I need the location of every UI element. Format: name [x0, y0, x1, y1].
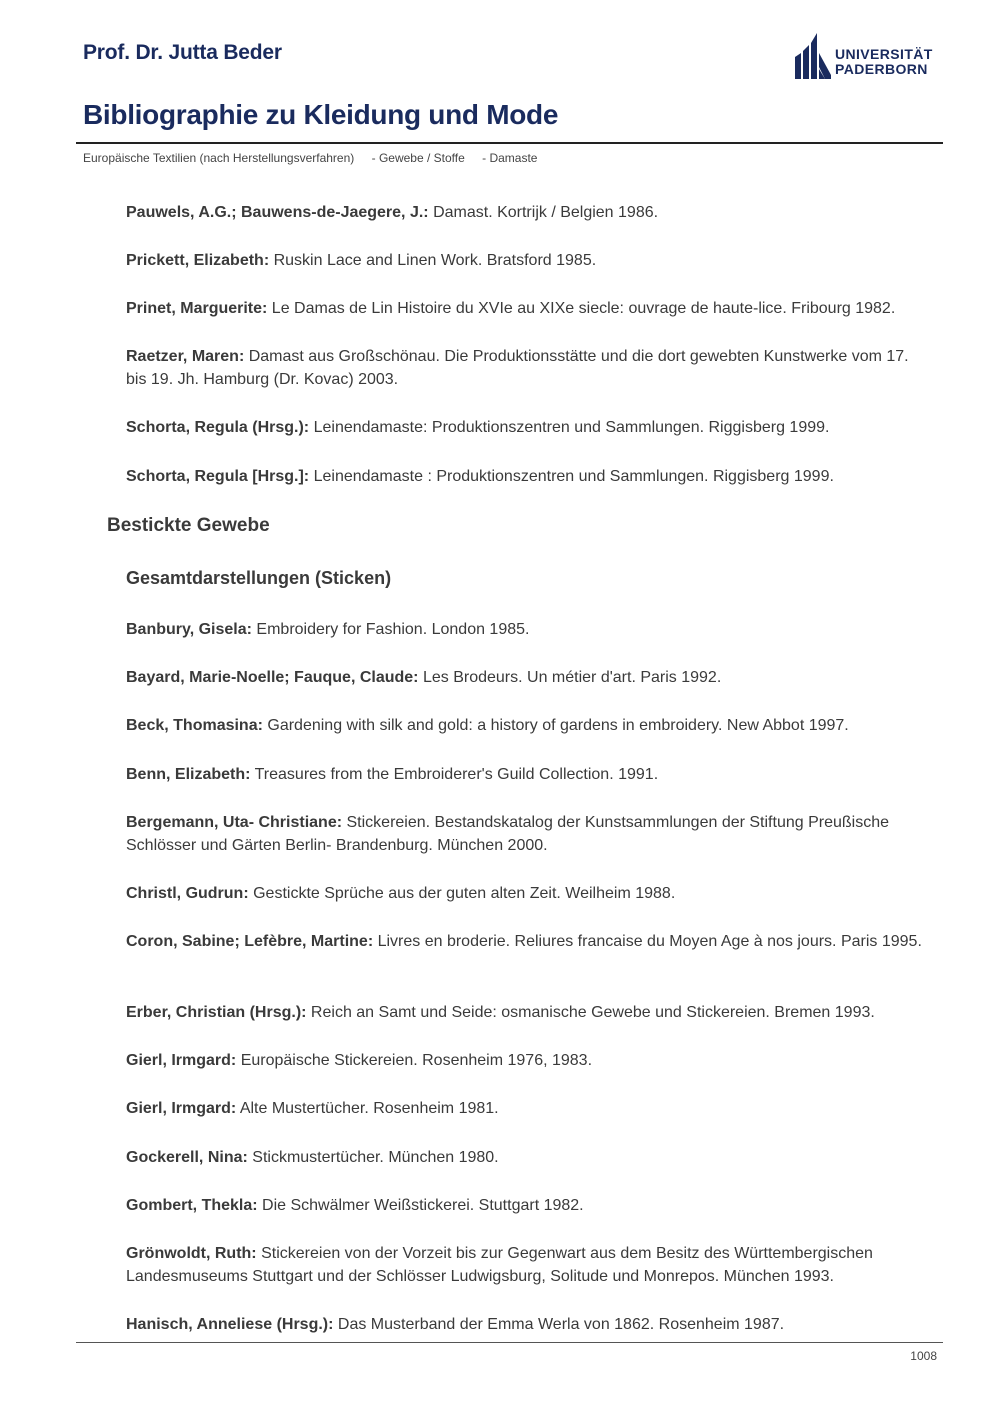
entry-text: Treasures from the Embroiderer's Guild Collection. 1991. — [250, 766, 659, 783]
entry-text: Europäische Stickereien. Rosenheim 1976, 1983. — [236, 1052, 593, 1069]
entry-text: Leinendamaste : Produktionszentren und Sammlungen. Riggisberg 1999. — [309, 468, 834, 485]
bibliography-entry — [126, 465, 926, 488]
bibliography-entry — [126, 1313, 926, 1336]
bibliography-entry — [126, 882, 926, 905]
logo-line-2: PADERBORN — [835, 61, 928, 77]
bibliography-entry — [126, 201, 926, 224]
entry-author: Schorta, Regula [Hrsg.]: — [126, 468, 310, 485]
entry-author: Bayard, Marie-Noelle; Fauque, Claude: — [126, 669, 419, 686]
logo-line-1: UNIVERSITÄT — [835, 46, 933, 62]
university-logo-icon — [793, 31, 833, 81]
entry-author: Banbury, Gisela: — [126, 621, 252, 638]
entry-author: Christl, Gudrun: — [126, 885, 249, 902]
document-title: Bibliographie zu Kleidung und Mode — [83, 99, 559, 130]
entry-text: Les Brodeurs. Un métier d'art. Paris 1992. — [418, 669, 722, 686]
bibliography-entry — [126, 297, 926, 320]
entry-author: Bergemann, Uta- Christiane: — [126, 814, 343, 831]
bibliography-entry — [126, 345, 926, 391]
bibliography-entry — [126, 763, 926, 786]
entry-author: Gockerell, Nina: — [126, 1149, 248, 1166]
entry-author: Prinet, Marguerite: — [126, 300, 268, 317]
entry-text: Die Schwälmer Weißstickerei. Stuttgart 1982. — [257, 1197, 584, 1214]
entry-author: Erber, Christian (Hrsg.): — [126, 1004, 307, 1021]
entry-author: Beck, Thomasina: — [126, 717, 263, 734]
entry-author: Pauwels, A.G.; Bauwens-de-Jaegere, J.: — [126, 204, 429, 221]
entry-text: Leinendamaste: Produktionszentren und Sammlungen. Riggisberg 1999. — [309, 419, 830, 436]
bibliography-entry — [126, 249, 926, 272]
entry-text: Das Musterband der Emma Werla von 1862. Rosenheim 1987. — [333, 1316, 785, 1333]
entry-text: Damast. Kortrijk / Belgien 1986. — [428, 204, 659, 221]
header-rule — [76, 142, 943, 144]
bibliography-entry — [126, 1049, 926, 1072]
entry-text: Alte Mustertücher. Rosenheim 1981. — [236, 1100, 499, 1117]
entry-author: Raetzer, Maren: — [126, 348, 245, 365]
entry-author: Hanisch, Anneliese (Hrsg.): — [126, 1316, 334, 1333]
entry-text: Stickereien von der Vorzeit bis zur Gegenwart aus dem Besitz des Württembergischen Landesmuseums Stuttgart und der Schlösser Ludwigsburg, Solitude und Monrepos. München 1993. — [126, 1245, 873, 1285]
bibliography-entry — [126, 1097, 926, 1120]
entry-text: Gestickte Sprüche aus der guten alten Zeit. Weilheim 1988. — [248, 885, 676, 902]
entry-text: Le Damas de Lin Histoire du XVIe au XIXe siecle: ouvrage de haute-lice. Fribourg 1982. — [267, 300, 896, 317]
entry-text: Stickereien. Bestandskatalog der Kunstsammlungen der Stiftung Preußische Schlösser und Gärten Berlin- Brandenburg. München 2000. — [126, 814, 890, 854]
author-name: Prof. Dr. Jutta Beder — [83, 41, 282, 64]
logo-text — [835, 47, 933, 77]
university-logo[interactable] — [793, 31, 943, 83]
bibliography-entry — [126, 416, 926, 439]
breadcrumb-item: Europäische Textilien (nach Herstellungsverfahren) — [83, 151, 355, 165]
section-heading: Bestickte Gewebe — [107, 515, 270, 536]
entry-text: Livres en broderie. Reliures francaise du Moyen Age à nos jours. Paris 1995. — [373, 933, 922, 950]
entry-text: Reich an Samt und Seide: osmanische Gewebe und Stickereien. Bremen 1993. — [306, 1004, 875, 1021]
breadcrumb — [83, 151, 551, 165]
entry-author: Schorta, Regula (Hrsg.): — [126, 419, 310, 436]
breadcrumb-item: - Damaste — [482, 151, 538, 165]
bibliography-entry — [126, 714, 926, 737]
bibliography-entry — [126, 1146, 926, 1169]
entry-text: Ruskin Lace and Linen Work. Bratsford 1985. — [269, 252, 597, 269]
entry-author: Prickett, Elizabeth: — [126, 252, 270, 269]
footer-rule — [76, 1342, 943, 1343]
entry-author: Coron, Sabine; Lefèbre, Martine: — [126, 933, 374, 950]
bibliography-entry — [126, 1001, 926, 1024]
entry-author: Grönwoldt, Ruth: — [126, 1245, 257, 1262]
page-number: 1008 — [910, 1349, 937, 1363]
bibliography-entry — [126, 666, 926, 689]
entry-text: Stickmustertücher. München 1980. — [247, 1149, 499, 1166]
entry-author: Gombert, Thekla: — [126, 1197, 258, 1214]
entry-text: Gardening with silk and gold: a history of gardens in embroidery. New Abbot 1997. — [262, 717, 849, 734]
entry-author: Benn, Elizabeth: — [126, 766, 251, 783]
entry-author: Gierl, Irmgard: — [126, 1100, 237, 1117]
entry-author: Gierl, Irmgard: — [126, 1052, 237, 1069]
bibliography-entry — [126, 1242, 926, 1288]
bibliography-entry — [126, 930, 926, 953]
entry-text: Damast aus Großschönau. Die Produktionsstätte und die dort gewebten Kunstwerke vom 17. bis 19. Jh. Hamburg (Dr. Kovac) 2003. — [126, 348, 909, 388]
bibliography-entry — [126, 811, 926, 857]
breadcrumb-item: - Gewebe / Stoffe — [371, 151, 465, 165]
subsection-heading: Gesamtdarstellungen (Sticken) — [126, 568, 392, 588]
bibliography-entry — [126, 1194, 926, 1217]
bibliography-entry — [126, 618, 926, 641]
entry-text: Embroidery for Fashion. London 1985. — [251, 621, 530, 638]
